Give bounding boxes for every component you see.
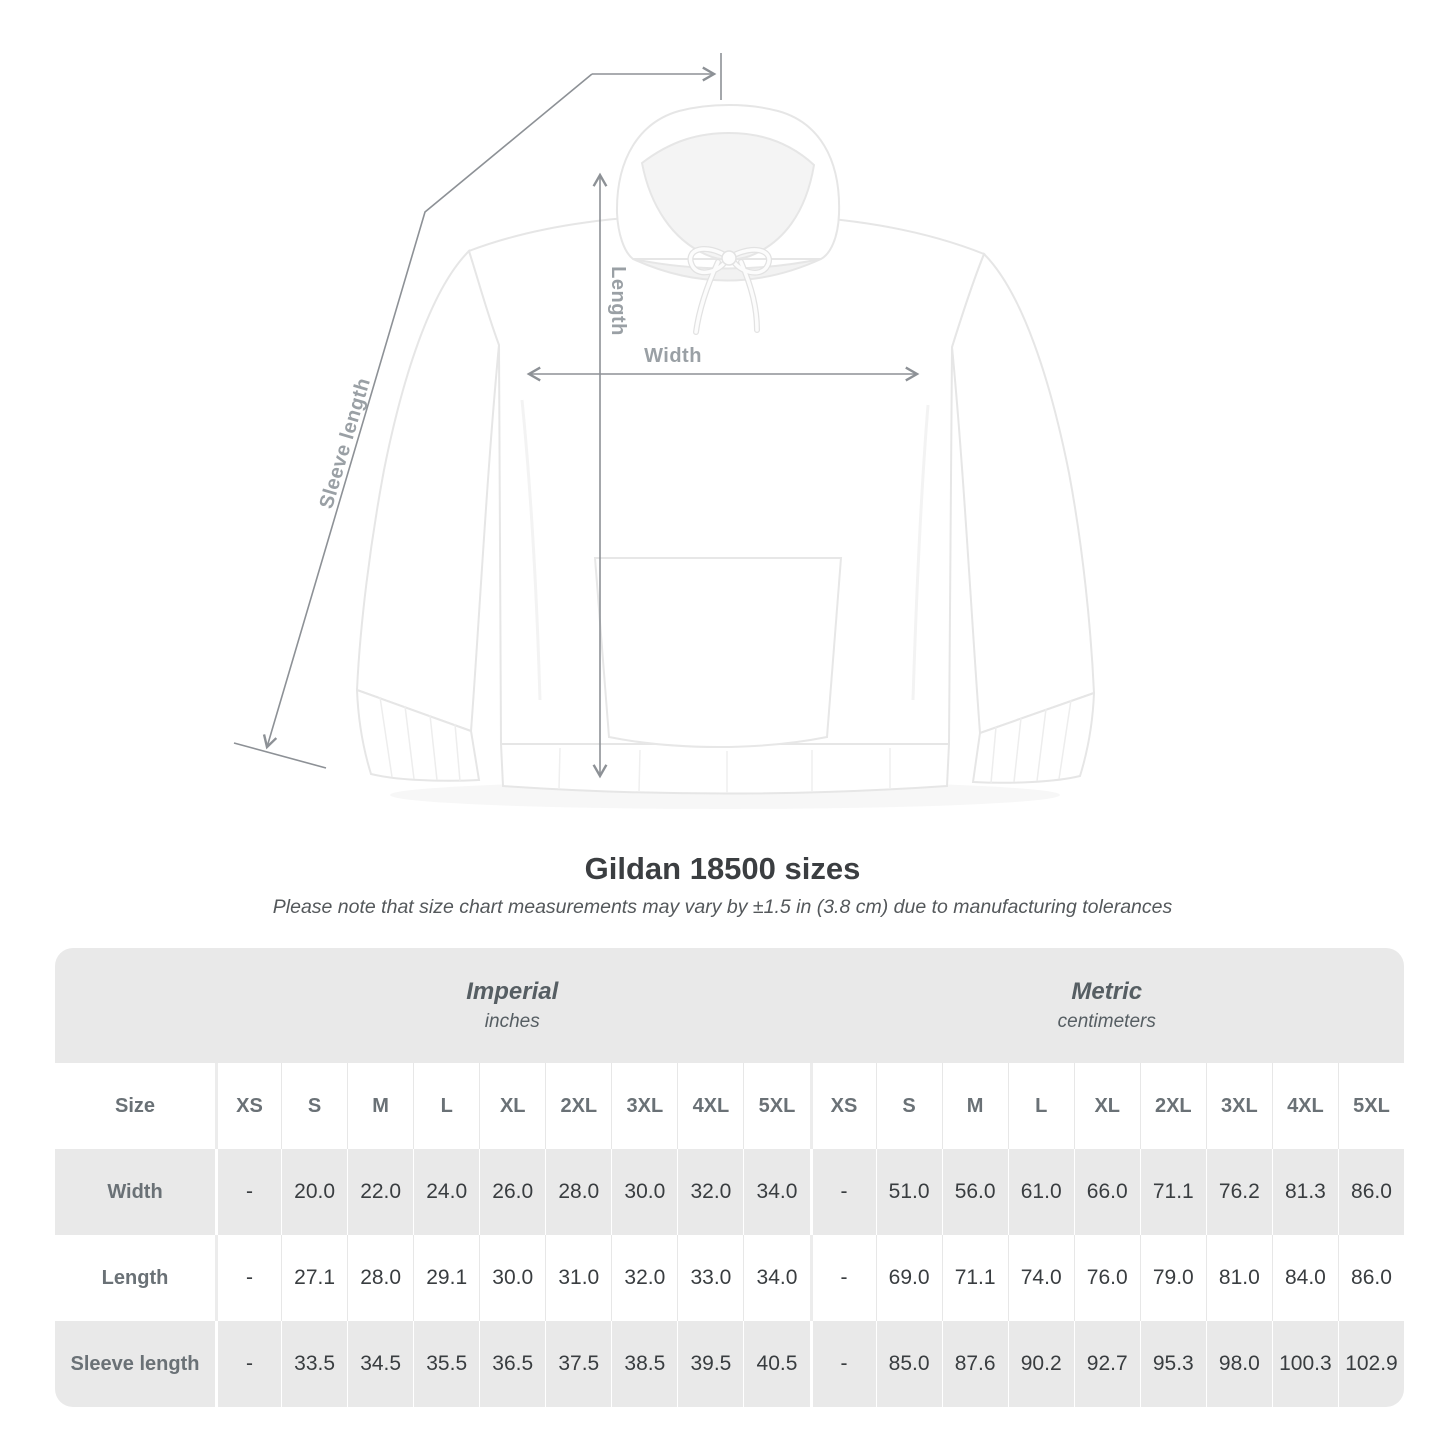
table-header-band (55, 948, 1404, 1063)
metric-label: Metric (1071, 978, 1143, 1005)
size-header-cell: L (1008, 1063, 1074, 1149)
value-cell: 28.0 (347, 1235, 413, 1321)
value-cell: 76.2 (1206, 1149, 1272, 1235)
table-row (55, 1149, 1404, 1235)
value-cell: 30.0 (611, 1149, 677, 1235)
value-cell: 81.3 (1272, 1149, 1338, 1235)
sleeve-length-label: Sleeve length (315, 375, 376, 512)
page-title: Gildan 18500 sizes (584, 851, 861, 886)
length-label: Length (607, 266, 629, 336)
cuff-tick (234, 743, 326, 768)
value-cell: 85.0 (876, 1321, 942, 1407)
value-cell: 74.0 (1008, 1235, 1074, 1321)
value-cell: 35.5 (413, 1321, 479, 1407)
value-cell: 39.5 (677, 1321, 743, 1407)
size-header-cell: 3XL (1206, 1063, 1272, 1149)
size-header-cell: XL (479, 1063, 545, 1149)
value-cell: 61.0 (1008, 1149, 1074, 1235)
value-cell: 51.0 (876, 1149, 942, 1235)
metric-unit: centimeters (1057, 1011, 1156, 1032)
size-header-cell: 4XL (677, 1063, 743, 1149)
size-header-row (55, 1063, 1404, 1149)
value-cell: 71.1 (942, 1235, 1008, 1321)
value-cell: 102.9 (1338, 1321, 1404, 1407)
value-cell: 29.1 (413, 1235, 479, 1321)
value-cell: - (215, 1235, 281, 1321)
value-cell: - (215, 1321, 281, 1407)
value-cell: 87.6 (942, 1321, 1008, 1407)
value-cell: 33.5 (281, 1321, 347, 1407)
table-row (55, 1235, 1404, 1321)
value-cell: 66.0 (1074, 1149, 1140, 1235)
value-cell: 22.0 (347, 1149, 413, 1235)
row-label: Sleeve length (70, 1352, 200, 1375)
metric-section-header (810, 948, 1405, 1063)
table-corner-cell (55, 948, 215, 1063)
size-header-cell: S (876, 1063, 942, 1149)
row-label: Width (107, 1180, 163, 1203)
kangaroo-pocket (595, 558, 841, 747)
value-cell: 56.0 (942, 1149, 1008, 1235)
imperial-section-header (215, 948, 810, 1063)
size-header-cell: 5XL (1338, 1063, 1404, 1149)
value-cell: 69.0 (876, 1235, 942, 1321)
value-cell: - (810, 1321, 876, 1407)
size-header-cell: S (281, 1063, 347, 1149)
row-label: Length (101, 1266, 169, 1289)
value-cell: 76.0 (1074, 1235, 1140, 1321)
value-cell: 38.5 (611, 1321, 677, 1407)
value-cell: 37.5 (545, 1321, 611, 1407)
size-column-header: Size (114, 1094, 156, 1117)
value-cell: 90.2 (1008, 1321, 1074, 1407)
table-rows (55, 1063, 1404, 1407)
table-row (55, 1321, 1404, 1407)
left-sleeve (357, 251, 499, 731)
value-cell: 92.7 (1074, 1321, 1140, 1407)
size-header-cell: 4XL (1272, 1063, 1338, 1149)
value-cell: 98.0 (1206, 1321, 1272, 1407)
value-cell: - (810, 1235, 876, 1321)
hem-band (501, 744, 949, 794)
size-header-cell: M (347, 1063, 413, 1149)
value-cell: 34.5 (347, 1321, 413, 1407)
size-header-cell: XL (1074, 1063, 1140, 1149)
size-table (55, 948, 1404, 1407)
value-cell: 36.5 (479, 1321, 545, 1407)
size-header-cell: 2XL (545, 1063, 611, 1149)
value-cell: 32.0 (677, 1149, 743, 1235)
value-cell: 33.0 (677, 1235, 743, 1321)
value-cell: 86.0 (1338, 1235, 1404, 1321)
value-cell: 30.0 (479, 1235, 545, 1321)
value-cell: - (810, 1149, 876, 1235)
value-cell: 81.0 (1206, 1235, 1272, 1321)
size-header-cell: 3XL (611, 1063, 677, 1149)
value-cell: 84.0 (1272, 1235, 1338, 1321)
page-subtitle: Please note that size chart measurements may vary by ±1.5 in (3.8 cm) due to manufacturing tolerances (272, 896, 1173, 918)
value-cell: 34.0 (743, 1149, 809, 1235)
value-cell: 100.3 (1272, 1321, 1338, 1407)
width-label: Width (644, 345, 702, 367)
value-cell: 34.0 (743, 1235, 809, 1321)
value-cell: 31.0 (545, 1235, 611, 1321)
value-cell: 20.0 (281, 1149, 347, 1235)
imperial-label: Imperial (466, 978, 559, 1005)
value-cell: 32.0 (611, 1235, 677, 1321)
value-cell: 28.0 (545, 1149, 611, 1235)
hoodie-illustration (357, 105, 1094, 794)
size-header-cell: XS (215, 1063, 281, 1149)
size-header-cell: 5XL (743, 1063, 809, 1149)
value-cell: - (215, 1149, 281, 1235)
size-header-cell: L (413, 1063, 479, 1149)
value-cell: 86.0 (1338, 1149, 1404, 1235)
value-cell: 40.5 (743, 1321, 809, 1407)
value-cell: 95.3 (1140, 1321, 1206, 1407)
size-header-cell: M (942, 1063, 1008, 1149)
imperial-unit: inches (484, 1011, 540, 1032)
value-cell: 26.0 (479, 1149, 545, 1235)
value-cell: 79.0 (1140, 1235, 1206, 1321)
size-header-cell: XS (810, 1063, 876, 1149)
size-header-cell: 2XL (1140, 1063, 1206, 1149)
value-cell: 71.1 (1140, 1149, 1206, 1235)
value-cell: 24.0 (413, 1149, 479, 1235)
value-cell: 27.1 (281, 1235, 347, 1321)
right-sleeve (952, 254, 1094, 733)
